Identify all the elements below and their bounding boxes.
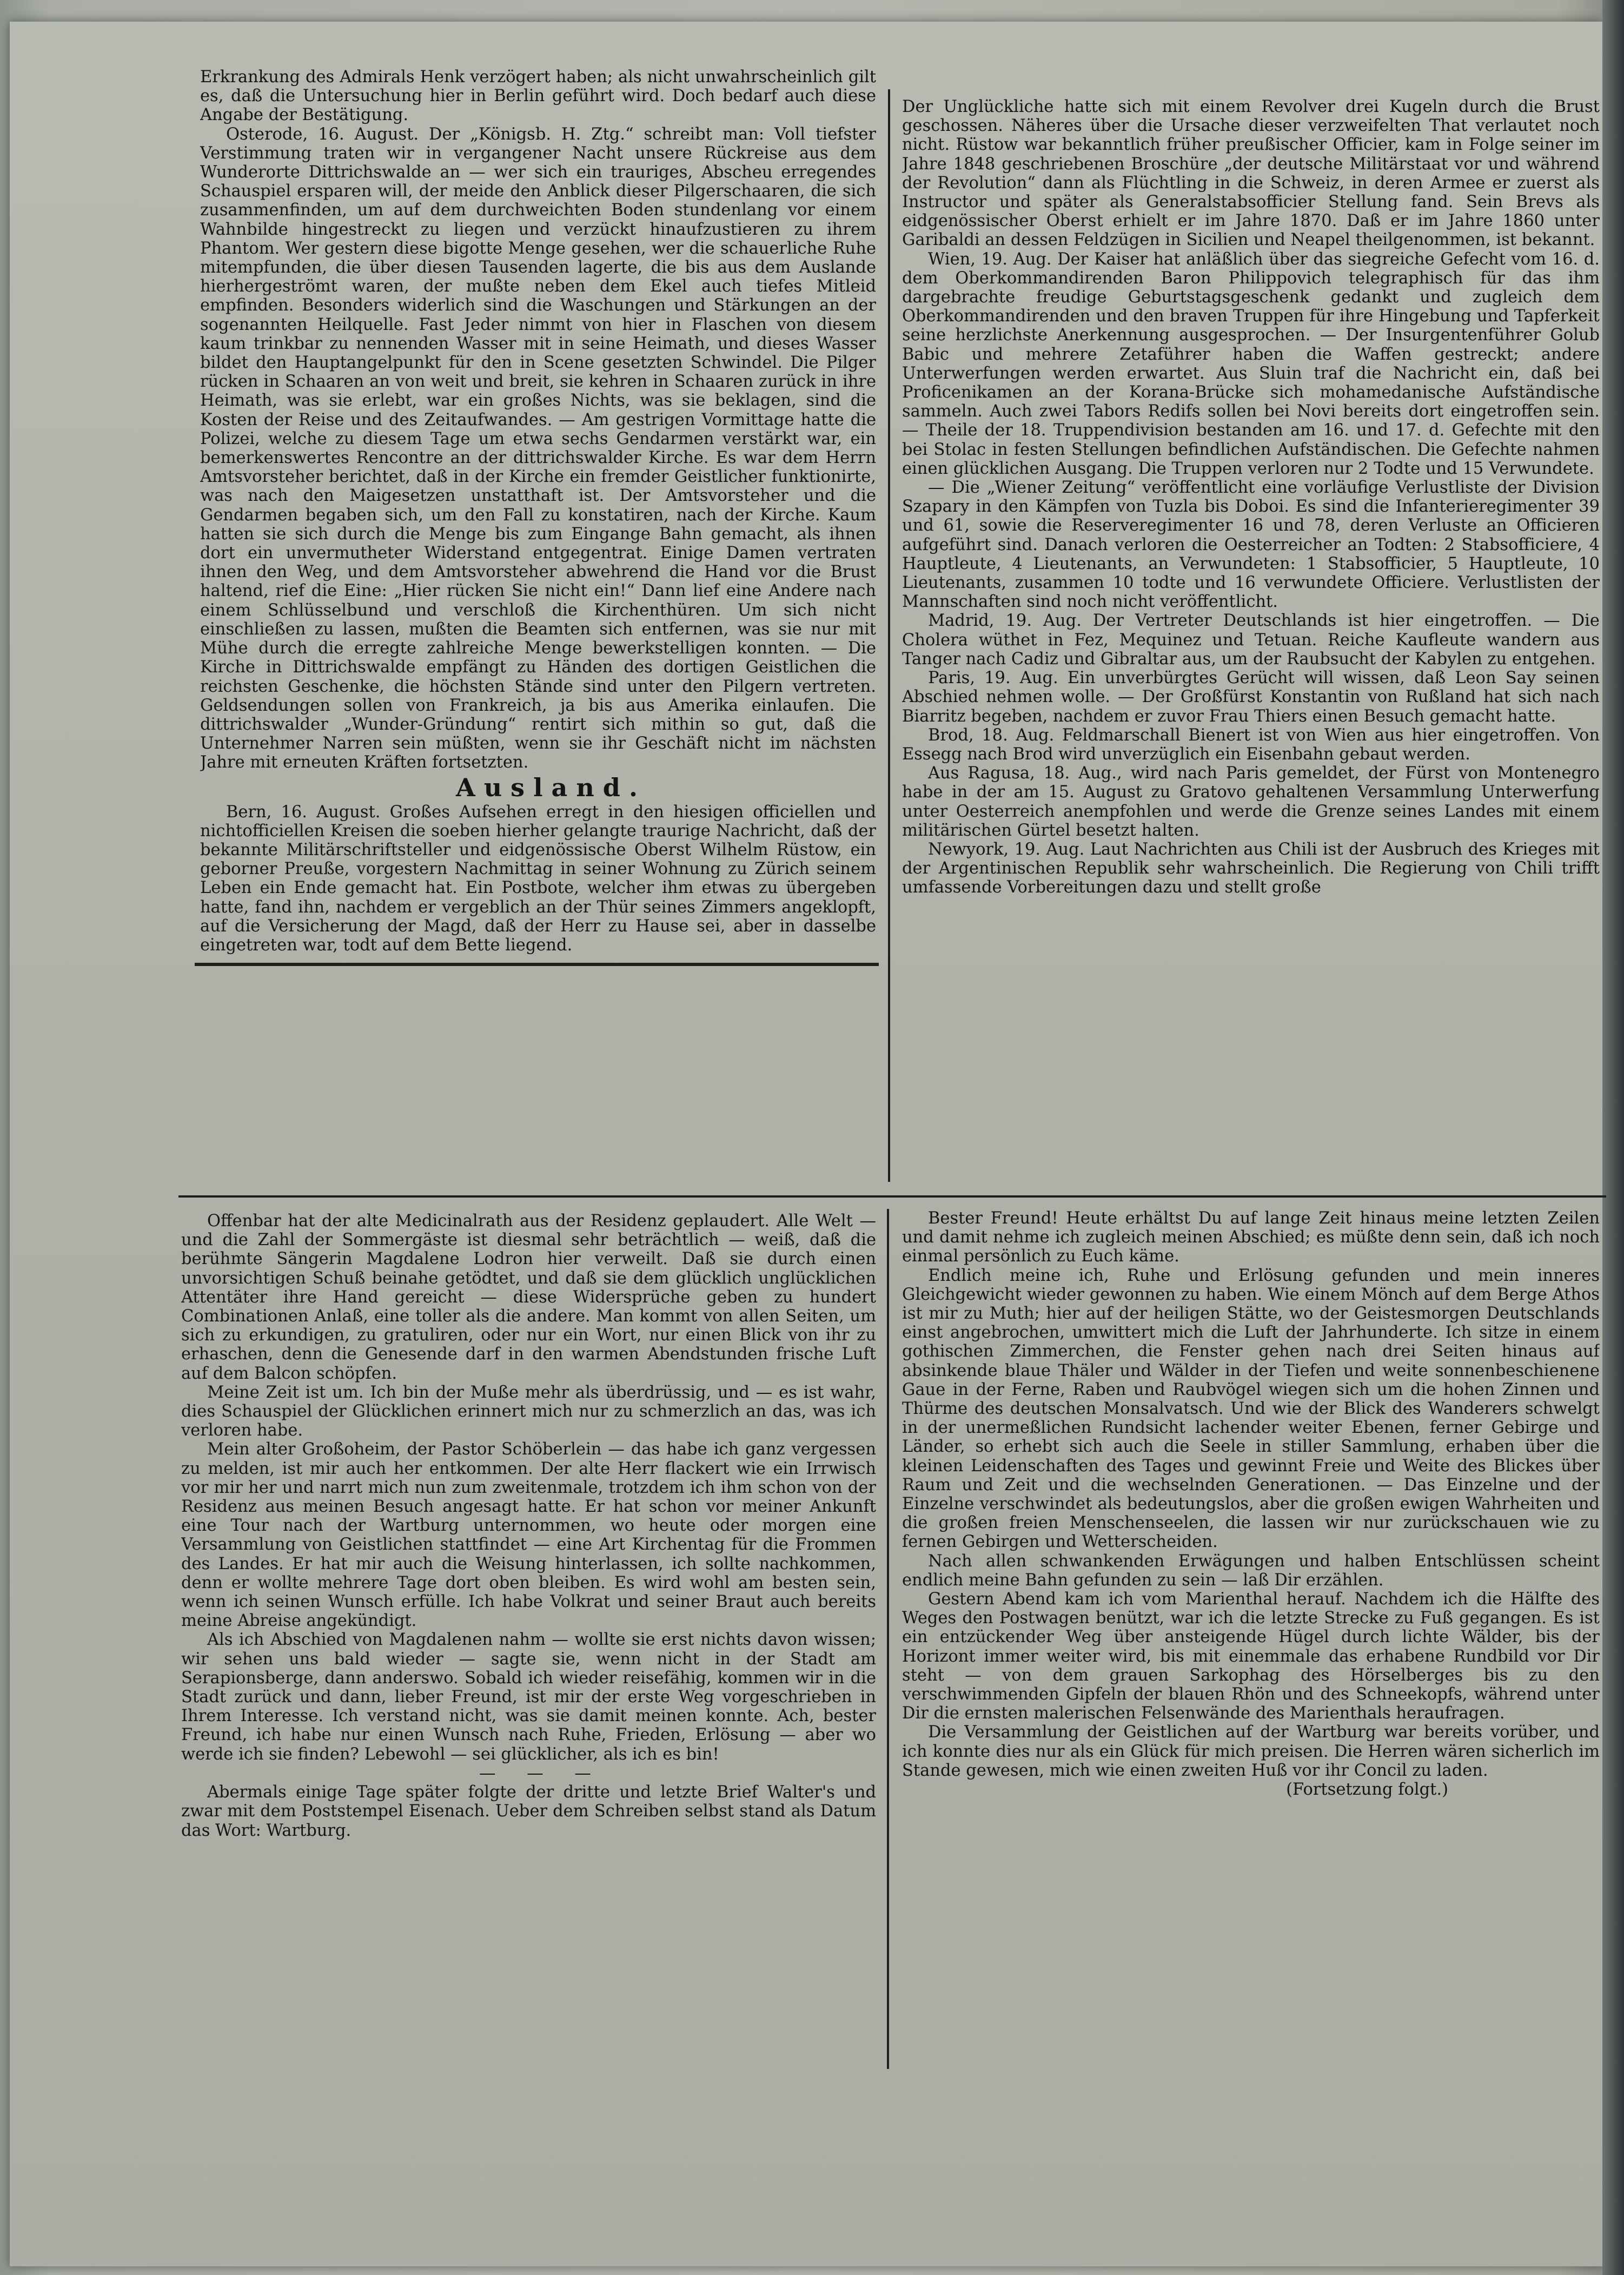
article-paris: Paris, 19. Aug. Ein unverbürgtes Gerücht will wissen, daß Leon Say seinen Abschied nehmen wolle. — Der Großfürst Konstantin von Rußland hat sich nach Biarritz begeben, nachdem er zuvor Frau Thiers einen Besuch gemacht hatte. [902, 669, 1600, 726]
letter-salutation: Bester Freund! Heute erhältst Du auf lange Zeit hinaus meine letzten Zeilen und damit nehme ich zugleich meinen Abschied; es müßte denn sein, daß ich noch einmal persönlich zu Euch käme. [902, 1209, 1600, 1266]
article-wiener-zeitung: — Die „Wiener Zeitung“ veröffentlicht eine vorläufige Verlustliste der Division Szapary in den Kämpfen von Tuzla bis Doboi. Es sind die Infanterieregimenter 39 und 61, sowie die Reserveregimenter 16 und 78, deren Verluste an Officieren aufgeführt sind. Danach verloren die Oesterreicher an Todten: 2 Stabsofficiere, 4 Hauptleute, 4 Lieutenants, an Verwundeten: 1 Stabsofficier, 5 Hauptleute, 10 Lieutenants, zusammen 10 todte und 16 verwundete Officiere. Verlustlisten der Mannschaften sind noch nicht veröffentlicht. [902, 478, 1600, 612]
article-ragusa: Aus Ragusa, 18. Aug., wird nach Paris gemeldet, der Fürst von Montenegro habe in der am 15. August zu Gratovo gehaltenen Versammlung Unterwerfung unter Oesterreich anempfohlen und werde die Grenze seines Landes mit einem militärischen Gürtel besetzt halten. [902, 764, 1600, 840]
news-column-left [200, 68, 876, 960]
book-spine-shadow [1602, 0, 1624, 2275]
feuilleton-paragraph: Endlich meine ich, Ruhe und Erlösung gefunden und mein inneres Gleichgewicht wieder gewonnen zu haben. Wie einem Mönch auf dem Berge Athos ist mir zu Muth; hier auf der heiligen Stätte, wo der Geistesmorgen Deutschlands einst angebrochen, umwittert mich die Luft der Jahrhunderte. Ich sitze in einem gothischen Zimmerchen, die Fenster gehen nach drei Seiten hinaus auf absinkende blaue Thäler und Wälder in der Tiefen und weite sonnenbeschienene Gaue in der Ferne, Raben und Raubvögel wiegen sich um die hohen Zinnen und Thürme des deutschen Monsalvatsch. Und wie der Blick des Wanderers schwelgt in der unermeßlichen Rundsicht lachender weiter Ebenen, ferner Gebirge und Länder, so erhebt sich auch die Seele in stiller Sammlung, erhaben über die kleinen Leidenschaften des Tages und gewinnt Freie und Weite des Blickes über Raum und Zeit und die wechselnden Generationen. — Das Einzelne und der Einzelne verschwindet als bedeutungslos, aber die großen ewigen Wahrheiten und die großen freien Menschenseelen, die lassen wir nur zurückschauen wie zu fernen Gebirgen und Wetterscheiden. [902, 1266, 1600, 1552]
feuilleton-column-right [902, 1209, 1600, 2064]
article-madrid: Madrid, 19. Aug. Der Vertreter Deutschlands ist hier eingetroffen. — Die Cholera wüthet in Fez, Mequinez und Tetuan. Reiche Kaufleute wandern aus Tanger nach Cadiz und Gibraltar aus, um der Raubsucht der Kabylen zu entgehen. [902, 611, 1600, 669]
feuilleton-paragraph: Gestern Abend kam ich vom Marienthal herauf. Nachdem ich die Hälfte des Weges den Postwagen benützt, war ich die letzte Strecke zu Fuß gegangen. Es ist ein entzückender Weg über ansteigende Hügel durch lichte Wälder, bis der Horizont immer weiter wird, bis mit einemmale das erhabene Rundbild vor Dir steht — von dem grauen Sarkophag des Hörselberges bis zu den verschwimmenden Gipfeln der blauen Rhön und des Schneekopfs, während unter Dir die ernsten malerischen Felsenwände des Marienthals heraufragen. [902, 1590, 1600, 1723]
article-paragraph: Erkrankung des Admirals Henk verzögert haben; als nicht unwahrscheinlich gilt es, daß die Untersuchung hier in Berlin geführt wird. Doch bedarf auch diese Angabe der Bestätigung. [200, 68, 876, 125]
feuilleton-rule [178, 1195, 1606, 1198]
separator-dashes: — — — [479, 1763, 604, 1783]
feuilleton-paragraph: Abermals einige Tage später folgte der dritte und letzte Brief Walter's und zwar mit dem Poststempel Eisenach. Ueber dem Schreiben selbst stand als Datum das Wort: Wartburg. [181, 1783, 876, 1840]
feuilleton-paragraph: Als ich Abschied von Magdalenen nahm — wollte sie erst nichts davon wissen; wir sehen uns bald wieder — sagte sie, wenn nicht in der Stadt am Serapionsberge, dann anderswo. Sobald ich wieder reisefähig, kommen wir in die Stadt zurück und dann, lieber Freund, ist mir der erste Weg vorgeschrieben in Ihrem Interesse. Ich verstand nicht, was sie damit meinen konnte. Ach, bester Freund, ich habe nur einen Wunsch nach Ruhe, Frieden, Erlösung — aber wo werde ich sie finden? Lebewohl — sei glücklicher, als ich es bin! [181, 1630, 876, 1764]
section-heading-ausland: Ausland. [456, 772, 646, 802]
article-paragraph: Der Unglückliche hatte sich mit einem Revolver drei Kugeln durch die Brust geschossen. Näheres über die Ursache dieser verzweifelten That verlautet noch nicht. Rüstow war bekanntlich früher preußischer Officier, kam in Folge seiner im Jahre 1848 geschriebenen Broschüre „der deutsche Militärstaat vor und während der Revolution“ dann als Flüchtling in die Schweiz, in deren Armee er zuerst als Instructor und später als Generalstabsofficier Stellung fand. Sein Brevs als eidgenössischer Oberst erhielt er im Jahre 1870. Daß er im Jahre 1860 unter Garibaldi an dessen Feldzügen in Sicilien und Neapel theilgenommen, ist bekannt. [902, 97, 1600, 250]
feuilleton-paragraph: Die Versammlung der Geistlichen auf der Wartburg war bereits vorüber, und ich konnte dies nur als ein Glück für mich preisen. Die Herren wären sicherlich im Stande gewesen, mich wie einen zweiten Huß vor ihr Concil zu laden. [902, 1723, 1600, 1780]
feuilleton-paragraph: Mein alter Großoheim, der Pastor Schöberlein — das habe ich ganz vergessen zu melden, ist mir auch her entkommen. Der alte Herr flackert wie ein Irrwisch vor mir her und narrt mich nun zum zweitenmale, trotzdem ich ihm schon von der Residenz aus meinen Besuch angesagt hatte. Er hat schon vor meiner Ankunft eine Tour nach der Wartburg unternommen, wo heute oder morgen eine Versammlung von Geistlichen stattfindet — eine Art Kirchentag für die Frommen des Landes. Er hat mir auch die Weisung hinterlassen, ich sollte nachkommen, denn er wollte mehrere Tage dort oben bleiben. Es wird wohl am besten sein, wenn ich seinen Wunsch erfülle. Ich habe Volkrat und seiner Braut auch bereits meine Abreise angekündigt. [181, 1440, 876, 1631]
continuation-note: (Fortsetzung folgt.) [1286, 1780, 1448, 1800]
feuilleton-column-left [181, 1212, 876, 2023]
feuilleton-paragraph: Nach allen schwankenden Erwägungen und halben Entschlüssen scheint endlich meine Bahn gefunden zu sein — laß Dir erzählen. [902, 1551, 1600, 1590]
column-rule-top [888, 89, 890, 1182]
article-brod: Brod, 18. Aug. Feldmarschall Bienert ist von Wien aus hier eingetroffen. Von Essegg nach Brod wird unverzüglich ein Eisenbahn gebaut werden. [902, 725, 1600, 764]
article-newyork: Newyork, 19. Aug. Laut Nachrichten aus Chili ist der Ausbruch des Krieges mit der Argentinischen Republik sehr wahrscheinlich. Die Regierung von Chili trifft umfassende Vorbereitungen dazu und stellt große [902, 839, 1600, 897]
article-wien: Wien, 19. Aug. Der Kaiser hat anläßlich über das siegreiche Gefecht vom 16. d. dem Oberkommandirenden Baron Philippovich telegraphisch für das ihm dargebrachte freudige Geburtstagsgeschenk gedankt und zugleich dem Oberkommandirenden und den braven Truppen für ihre Hingebung und Tapferkeit seine herzlichste Anerkennung ausgesprochen. — Der Insurgentenführer Golub Babic und mehrere Zetaführer haben die Waffen gestreckt; andere Unterwerfungen werden erwartet. Aus Sluin traf die Nachricht ein, daß bei Proficenikamen an der Korana-Brücke sich mohamedanische Aufständische sammeln. Auch zwei Tabors Redifs sollen bei Novi bereits dort eingetroffen sein. — Theile der 18. Truppendivision bestanden am 16. und 17. d. Gefechte mit den bei Stolac in festen Stellungen befindlichen Aufständischen. Die Gefechte nahmen einen glücklichen Ausgang. Die Truppen verloren nur 2 Todte und 15 Verwundete. [902, 249, 1600, 478]
column-rule-bottom [887, 1209, 889, 2069]
article-bern: Bern, 16. August. Großes Aufsehen erregt in den hiesigen officiellen und nichtofficiellen Kreisen die soeben hierher gelangte traurige Nachricht, daß der bekannte Militärschriftsteller und eidgenössische Oberst Wilhelm Rüstow, ein geborner Preuße, vorgestern Nachmittag in seiner Wohnung zu Zürich seinem Leben ein Ende gemacht hat. Ein Postbote, welcher ihm etwas zu übergeben hatte, fand ihn, nachdem er vergeblich an der Thür seines Zimmers angeklopft, auf die Versicherung der Magd, daß der Herr zu Hause sei, aber in dasselbe eingetreten war, todt auf dem Bette liegend. [200, 802, 876, 955]
feuilleton-paragraph: Offenbar hat der alte Medicinalrath aus der Residenz geplaudert. Alle Welt — und die Zahl der Sommergäste ist diesmal sehr beträchtlich — weiß, daß die berühmte Sängerin Magdalene Lodron hier verweilt. Daß sie durch einen unvorsichtigen Schuß beinahe getödtet, und daß sie dem glücklich unglücklichen Attentäter ihre Hand gereicht — diese Widersprüche geben zu hundert Combinationen Anlaß, eine toller als die andere. Man kommt von allen Seiten, um sich zu erkundigen, zu gratuliren, oder nur ein Wort, nur einen Blick von ihr zu erhaschen, denn die Genesende darf in den warmen Abendstunden frische Luft auf dem Balcon schöpfen. [181, 1212, 876, 1383]
feuilleton-paragraph: Meine Zeit ist um. Ich bin der Muße mehr als überdrüssig, und — es ist wahr, dies Schauspiel der Glücklichen erinnert mich nur zu schmerzlich an das, was ich verloren habe. [181, 1383, 876, 1440]
section-rule [195, 963, 879, 966]
article-osterode: Osterode, 16. August. Der „Königsb. H. Ztg.“ schreibt man: Voll tiefster Verstimmung traten wir in vergangener Nacht unsere Rückreise aus dem Wunderorte Dittrichswalde an — wer sich ein trauriges, Abscheu erregendes Schauspiel ersparen will, der meide den Anblick dieser Pilgerschaaren, die sich zusammenfinden, um auf dem durchweichten Boden stundenlang vor einem Wahnbilde hingestreckt zu liegen und verzückt hinaufzustieren zu ihrem Phantom. Wer gestern diese bigotte Menge gesehen, wer die schauerliche Ruhe mitempfunden, die über diesen Tausenden lagerte, die bis aus dem Auslande hierhergeströmt waren, der mußte neben dem Ekel auch tiefes Mitleid empfinden. Besonders widerlich sind die Waschungen und Stärkungen an der sogenannten Heilquelle. Fast Jeder nimmt von hier in Flaschen von diesem kaum trinkbar zu nennenden Wasser mit in seine Heimath, und dieses Wasser bildet den Hauptangelpunkt für den in Scene gesetzten Schwindel. Die Pilger rücken in Schaaren an von weit und breit, sie kehren in Schaaren zurück in ihre Heimath, was sie erlebt, war ein großes Nichts, was sie beklagen, sind die Kosten der Reise und des Zeitaufwandes. — Am gestrigen Vormittage hatte die Polizei, welche zu diesem Tage um etwa sechs Gendarmen verstärkt war, ein bemerkenswertes Rencontre an der dittrichswalder Kirche. Es war dem Herrn Amtsvorsteher berichtet, daß in der Kirche ein fremder Geistlicher funktionirte, was nach den Maigesetzen unstatthaft ist. Der Amtsvorsteher und die Gendarmen begaben sich, um den Fall zu konstatiren, nach der Kirche. Kaum hatten sie sich durch die Menge bis zum Eingange Bahn gemacht, als ihnen dort ein unvermutheter Widerstand entgegentrat. Einige Damen vertraten ihnen den Weg, und dem Amtsvorsteher abwehrend die Hand vor die Brust haltend, rief die Eine: „Hier rücken Sie nicht ein!“ Dann lief eine Andere nach einem Schlüsselbund und verschloß die Kirchenthüren. Um sich nicht einschließen zu lassen, mußten die Beamten sich entfernen, was sie nur mit Mühe durch die erregte zahlreiche Menge bewerkstelligen konnten. — Die Kirche in Dittrichswalde empfängt zu Händen des dortigen Geistlichen die reichsten Geschenke, die höchsten Stände sind unter den Pilgern vertreten. Geldsendungen sollen von Frankreich, ja bis aus Amerika einlaufen. Die dittrichswalder „Wunder-Gründung“ rentirt sich mithin so gut, daß die Unternehmer Narren sein müßten, wenn sie ihr Geschäft nicht im nächsten Jahre mit erneuten Kräften fortsetzten. [200, 124, 876, 772]
news-column-right [902, 97, 1600, 1179]
